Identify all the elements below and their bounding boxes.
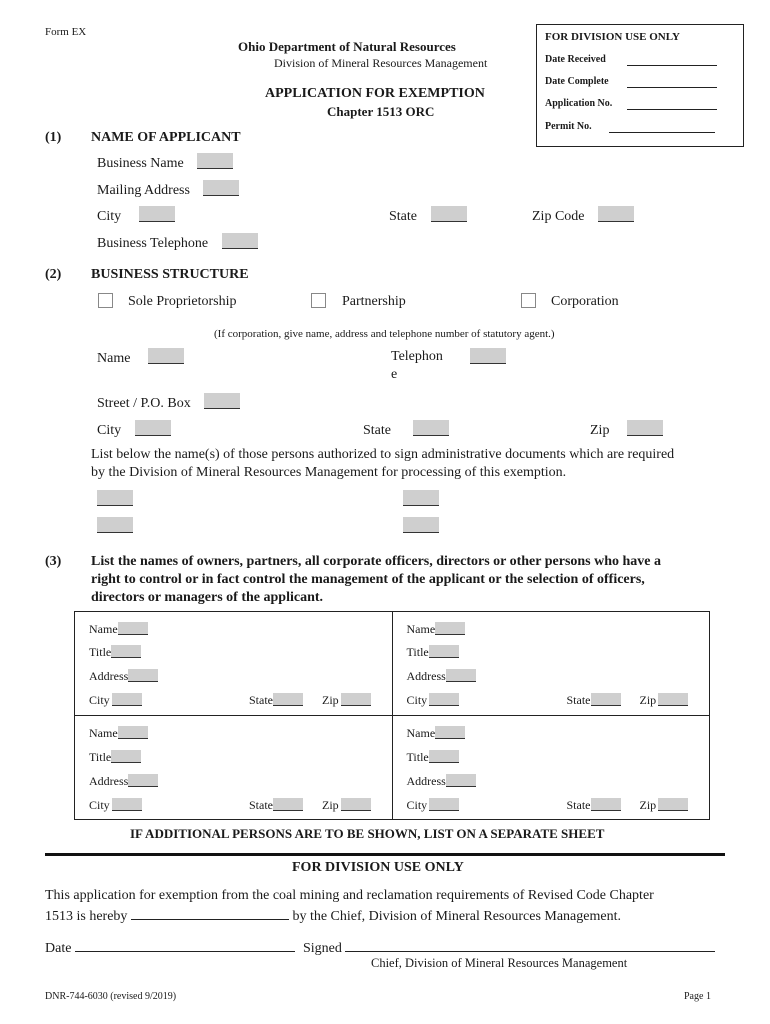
city-field[interactable]	[139, 206, 175, 222]
section-2-number: (2)	[45, 267, 62, 282]
state-label: State	[389, 209, 417, 224]
application-no-label: Application No.	[545, 98, 613, 109]
agent-state-field[interactable]	[413, 420, 449, 436]
person-address-label: Address	[406, 774, 446, 788]
person-city-field[interactable]	[429, 693, 459, 706]
person-zip-field[interactable]	[658, 798, 688, 811]
person-title-field[interactable]	[429, 645, 459, 658]
approval-text-line-2a: 1513 is hereby	[45, 909, 128, 924]
section-3-text-line-1: List the names of owners, partners, all corporate officers, directors or other persons who have a	[91, 554, 662, 569]
authorized-text-line-2: by the Division of Mineral Resources Management for processing of this exemption.	[91, 465, 567, 480]
business-name-label: Business Name	[97, 156, 184, 171]
person-address-field[interactable]	[446, 774, 476, 787]
person-address-field[interactable]	[128, 774, 158, 787]
footer-division-title: FOR DIVISION USE ONLY	[292, 860, 464, 875]
person-city-label: City	[406, 798, 428, 812]
partnership-checkbox[interactable]	[311, 293, 326, 308]
authorized-person-field-3[interactable]	[97, 517, 133, 533]
person-state-label: State	[566, 798, 591, 812]
person-address-field[interactable]	[446, 669, 476, 682]
section-2-title: BUSINESS STRUCTURE	[91, 267, 249, 282]
signed-label: Signed	[303, 941, 342, 956]
person-address-label: Address	[89, 669, 129, 683]
section-3-text-line-2: right to control or in fact control the management of the applicant or the selection of officers,	[91, 572, 645, 587]
section-1-title: NAME OF APPLICANT	[91, 130, 241, 145]
agent-name-label: Name	[97, 351, 131, 366]
application-no-line[interactable]	[627, 98, 717, 110]
person-city-field[interactable]	[112, 798, 142, 811]
person-cell	[392, 612, 710, 716]
chief-caption: Chief, Division of Mineral Resources Management	[371, 956, 628, 970]
person-address-label: Address	[406, 669, 446, 683]
authorized-person-field-1[interactable]	[97, 490, 133, 506]
business-telephone-label: Business Telephone	[97, 236, 209, 251]
mailing-address-field[interactable]	[203, 180, 239, 196]
permit-no-label: Permit No.	[545, 121, 592, 132]
agent-telephone-label-wrap: e	[391, 367, 398, 382]
business-name-field[interactable]	[197, 153, 233, 169]
person-zip-field[interactable]	[658, 693, 688, 706]
agent-city-label: City	[97, 423, 122, 438]
person-address-field[interactable]	[128, 669, 158, 682]
agent-street-field[interactable]	[204, 393, 240, 409]
person-name-field[interactable]	[118, 622, 148, 635]
dept-name: Ohio Department of Natural Resources	[238, 39, 456, 54]
person-city-label: City	[89, 798, 110, 812]
person-title-label: Title	[406, 645, 429, 659]
person-title-label: Title	[89, 750, 112, 764]
person-name-field[interactable]	[118, 726, 148, 739]
person-cell	[392, 716, 710, 820]
person-city-field[interactable]	[429, 798, 459, 811]
person-zip-label: Zip	[322, 798, 339, 812]
person-cell	[75, 716, 393, 820]
person-name-label: Name	[89, 726, 118, 740]
person-city-label: City	[406, 693, 428, 707]
person-title-field[interactable]	[429, 750, 459, 763]
person-zip-label: Zip	[322, 693, 339, 707]
person-cell	[75, 612, 393, 716]
agent-state-label: State	[363, 423, 391, 438]
date-received-line[interactable]	[627, 54, 717, 66]
division-box-title: FOR DIVISION USE ONLY	[545, 31, 680, 43]
zip-code-field[interactable]	[598, 206, 634, 222]
state-field[interactable]	[431, 206, 467, 222]
authorized-person-field-4[interactable]	[403, 517, 439, 533]
person-name-field[interactable]	[435, 622, 465, 635]
corporation-checkbox[interactable]	[521, 293, 536, 308]
form-number: DNR-744-6030 (revised 9/2019)	[45, 991, 177, 1002]
form-title: APPLICATION FOR EXEMPTION	[265, 86, 485, 101]
page-number: Page 1	[684, 991, 711, 1002]
agent-city-field[interactable]	[135, 420, 171, 436]
approval-text-line-2b: by the Chief, Division of Mineral Resources Management.	[292, 909, 621, 924]
person-state-field[interactable]	[591, 798, 621, 811]
additional-persons-note: IF ADDITIONAL PERSONS ARE TO BE SHOWN, LIST ON A SEPARATE SHEET	[130, 826, 605, 841]
division-name: Division of Mineral Resources Management	[274, 56, 488, 70]
persons-table	[74, 611, 710, 820]
date-label: Date	[45, 941, 72, 956]
signature-line[interactable]	[345, 938, 715, 952]
section-3-number: (3)	[45, 554, 62, 569]
section-1-number: (1)	[45, 130, 62, 145]
date-line[interactable]	[75, 938, 295, 952]
person-zip-label: Zip	[639, 798, 657, 812]
city-label: City	[97, 209, 122, 224]
partnership-label: Partnership	[342, 294, 406, 309]
person-name-label: Name	[89, 622, 118, 636]
person-state-field[interactable]	[273, 693, 303, 706]
corporation-note: (If corporation, give name, address and telephone number of statutory agent.)	[214, 328, 555, 340]
date-complete-label: Date Complete	[545, 76, 609, 87]
agent-telephone-field[interactable]	[470, 348, 506, 364]
person-title-field[interactable]	[111, 645, 141, 658]
corporation-label: Corporation	[551, 294, 619, 309]
form-chapter: Chapter 1513 ORC	[327, 104, 435, 119]
form-code: Form EX	[45, 26, 87, 38]
person-title-label: Title	[406, 750, 429, 764]
business-telephone-field[interactable]	[222, 233, 258, 249]
date-received-label: Date Received	[545, 54, 606, 65]
person-zip-label: Zip	[639, 693, 657, 707]
section-3-text-line-3: directors or managers of the applicant.	[91, 590, 324, 605]
person-city-field[interactable]	[112, 693, 142, 706]
person-name-field[interactable]	[435, 726, 465, 739]
person-zip-field[interactable]	[341, 693, 371, 706]
sole-proprietorship-label: Sole Proprietorship	[128, 294, 237, 309]
agent-telephone-label: Telephon	[391, 349, 443, 364]
person-address-label: Address	[89, 774, 129, 788]
person-state-label: State	[249, 693, 273, 707]
agent-name-field[interactable]	[148, 348, 184, 364]
person-title-field[interactable]	[111, 750, 141, 763]
zip-code-label: Zip Code	[532, 209, 585, 224]
person-title-label: Title	[89, 645, 112, 659]
approval-text-line-1: This application for exemption from the coal mining and reclamation requirements of Revised Code Chapter	[45, 888, 654, 903]
section-divider	[45, 853, 725, 856]
person-zip-field[interactable]	[341, 798, 371, 811]
sole-proprietorship-checkbox[interactable]	[98, 293, 113, 308]
permit-no-line[interactable]	[609, 121, 715, 133]
date-complete-line[interactable]	[627, 76, 717, 88]
person-state-field[interactable]	[273, 798, 303, 811]
division-use-box	[536, 24, 744, 147]
mailing-address-label: Mailing Address	[97, 183, 190, 198]
agent-zip-label: Zip	[590, 423, 610, 438]
authorized-person-field-2[interactable]	[403, 490, 439, 506]
approval-decision-line[interactable]	[131, 906, 289, 920]
person-state-label: State	[566, 693, 591, 707]
person-state-field[interactable]	[591, 693, 621, 706]
person-name-label: Name	[406, 622, 436, 636]
authorized-text-line-1: List below the name(s) of those persons authorized to sign administrative documents which are required	[91, 447, 675, 462]
person-name-label: Name	[406, 726, 436, 740]
person-state-label: State	[249, 798, 273, 812]
agent-zip-field[interactable]	[627, 420, 663, 436]
agent-street-label: Street / P.O. Box	[97, 396, 191, 411]
person-city-label: City	[89, 693, 110, 707]
